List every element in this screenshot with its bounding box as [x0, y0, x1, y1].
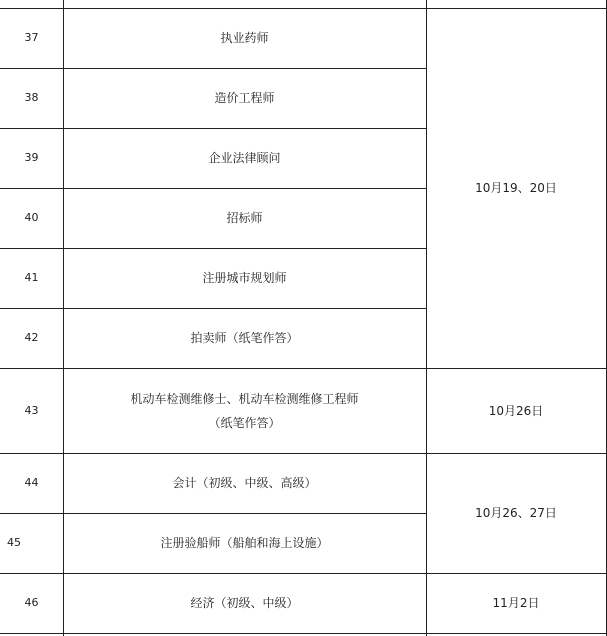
row-number-text: 37 — [24, 31, 39, 44]
exam-name — [63, 573, 426, 633]
row-number-text: 38 — [24, 91, 39, 104]
exam-name — [63, 453, 426, 513]
date-group-divider — [426, 633, 607, 634]
row-number-text: 43 — [24, 403, 39, 417]
row-number-text: 46 — [24, 596, 39, 609]
exam-name-text: 经济（初级、中级） — [190, 596, 299, 610]
row-number — [0, 308, 63, 368]
exam-name — [63, 128, 426, 188]
exam-name-text: （纸笔作答） — [208, 415, 281, 430]
exam-name-text: 执业药师 — [220, 31, 269, 45]
exam-name — [63, 513, 426, 573]
row-number-text: 42 — [24, 331, 39, 344]
row-number — [0, 128, 63, 188]
exam-date-text: 11月2日 — [492, 596, 540, 610]
exam-name-text: 注册城市规划师 — [202, 271, 287, 285]
exam-name-text: 企业法律顾问 — [208, 151, 281, 165]
exam-date-text: 10月19、20日 — [475, 181, 557, 195]
exam-name-text: 造价工程师 — [214, 91, 275, 105]
exam-name — [63, 8, 426, 68]
row-divider — [0, 633, 427, 634]
row-number — [0, 68, 63, 128]
row-number-text: 40 — [24, 211, 39, 224]
exam-date-text: 10月26、27日 — [475, 506, 557, 520]
row-number — [0, 513, 63, 573]
row-number-text: 39 — [24, 151, 39, 164]
exam-name — [63, 248, 426, 308]
row-number — [0, 453, 63, 513]
row-number — [0, 8, 63, 68]
exam-name-text: 招标师 — [226, 211, 263, 225]
exam-name — [63, 368, 426, 453]
row-number — [0, 248, 63, 308]
exam-name — [63, 68, 426, 128]
exam-name-text: 会计（初级、中级、高级） — [172, 476, 317, 490]
exam-name — [63, 308, 426, 368]
exam-name — [63, 188, 426, 248]
exam-date — [426, 573, 606, 633]
row-number-text: 45 — [7, 536, 21, 549]
row-number-text: 41 — [24, 271, 39, 284]
exam-name-text: 机动车检测维修士、机动车检测维修工程师 — [130, 391, 359, 406]
exam-date — [426, 8, 606, 368]
exam-date — [426, 453, 606, 573]
exam-date — [426, 368, 606, 453]
row-number — [0, 573, 63, 633]
row-number — [0, 368, 63, 453]
row-number — [0, 188, 63, 248]
row-number-text: 44 — [24, 476, 39, 489]
exam-name-text: 注册验船师（船舶和海上设施） — [160, 536, 329, 550]
exam-date-text: 10月26日 — [488, 403, 544, 418]
exam-name-text: 拍卖师（纸笔作答） — [190, 331, 299, 345]
